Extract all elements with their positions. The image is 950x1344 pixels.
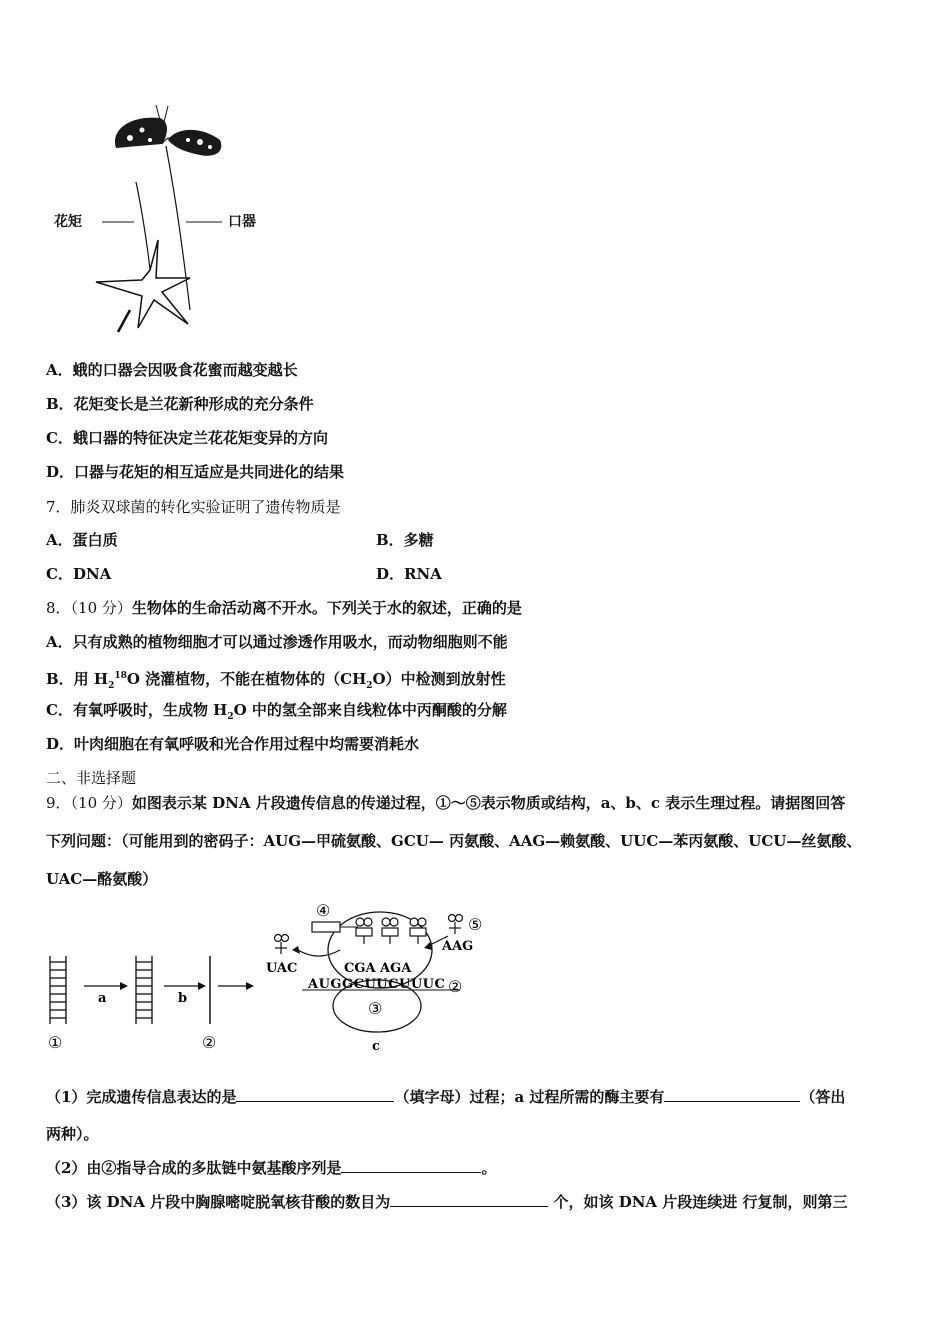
label-b: b — [178, 991, 188, 1006]
subq-1-cont: 两种）。 — [46, 1125, 99, 1143]
section-heading: 二、非选择题 — [46, 769, 137, 787]
q9-line1: 9．（10 分）如图表示某 DNA 片段遗传信息的传递过程，①～⑤表示物质或结构，a、b、c 表示生理过程。请据图回答 — [46, 794, 846, 812]
q7-option-d: D．RNA — [376, 565, 442, 583]
q6-option-d: D．口器与花矩的相互适应是共同进化的结果 — [46, 463, 345, 481]
anticodons: CGA AGA — [344, 961, 412, 976]
answer-blank-2[interactable] — [341, 1157, 481, 1173]
circle-2-left: ② — [202, 1033, 217, 1052]
trna-aag: AAG — [442, 939, 474, 954]
q8-option-d: D．叶肉细胞在有氧呼吸和光合作用过程中均需要消耗水 — [46, 735, 420, 753]
moth-icon — [115, 118, 167, 148]
orchid-icon — [96, 240, 190, 328]
mouthpart-label: 口器 — [228, 214, 256, 230]
q7-option-a: A．蛋白质 — [46, 531, 118, 549]
q7-option-b: B．多糖 — [376, 531, 434, 549]
answer-blank-3[interactable] — [390, 1191, 548, 1207]
label-a: a — [98, 991, 107, 1006]
q6-option-a: A．蛾的口器会因吸食花蜜而越变越长 — [46, 361, 298, 379]
circle-1: ① — [48, 1033, 63, 1052]
circle-4: ④ — [316, 901, 331, 920]
q8-text: 生物体的生命活动离不开水。下列关于水的叙述，正确的是 — [131, 599, 522, 617]
q7-stem: 7．肺炎双球菌的转化实验证明了遗传物质是 — [46, 498, 341, 516]
trna-uac: UAC — [266, 961, 298, 976]
subq-3: （3）该 DNA 片段中胸腺嘧啶脱氧核苷酸的数目为 个，如该 DNA 片段连续进 行复制，则第三 — [46, 1193, 848, 1211]
q8-number: 8．（10 分） — [46, 599, 132, 617]
answer-blank-1a[interactable] — [236, 1086, 394, 1102]
q8-stem — [46, 598, 522, 618]
answer-blank-1b[interactable] — [664, 1086, 800, 1102]
q8-option-b: B．用 $H_2^{18}O$ 浇灌植物，不能在植物体的$(CH_2O)$中检测到放射性 — [46, 670, 506, 691]
dna-ladder-2 — [136, 956, 152, 1024]
circle-5: ⑤ — [468, 915, 483, 934]
circle-2-right: ② — [448, 977, 463, 996]
q9-line2: 下列问题：（可能用到的密码子：AUG—甲硫氨酸、GCU— 丙氨酸、AAG—赖氨酸、UUC—苯丙氨酸、UCU—丝氨酸、 — [46, 832, 862, 850]
central-dogma-figure — [40, 898, 510, 1058]
q8-option-a: A．只有成熟的植物细胞才可以通过渗透作用吸水，而动物细胞则不能 — [46, 633, 508, 651]
spur-label: 花矩 — [54, 214, 82, 230]
dna-ladder-1 — [50, 956, 66, 1024]
circle-3: ③ — [368, 999, 383, 1018]
q9-line3: UAC—酪氨酸） — [46, 870, 158, 888]
q7-option-c: C．DNA — [46, 565, 112, 583]
subq-2: （2）由②指导合成的多肽链中氨基酸序列是 。 — [46, 1159, 497, 1177]
subq-1: （1）完成遗传信息表达的是 （填字母）过程；a 过程所需的酶主要有 （答出 — [46, 1088, 846, 1106]
q6-option-b: B．花矩变长是兰花新种形成的充分条件 — [46, 395, 314, 413]
mrna-sequence: AUGGCUUCUUUC — [308, 977, 446, 992]
q6-option-c: C．蛾口器的特征决定兰花花矩变异的方向 — [46, 429, 328, 447]
label-c: c — [372, 1039, 380, 1054]
q8-option-c: C．有氧呼吸时，生成物 $H_2O$ 中的氢全部来自线粒体中丙酮酸的分解 — [46, 701, 507, 722]
